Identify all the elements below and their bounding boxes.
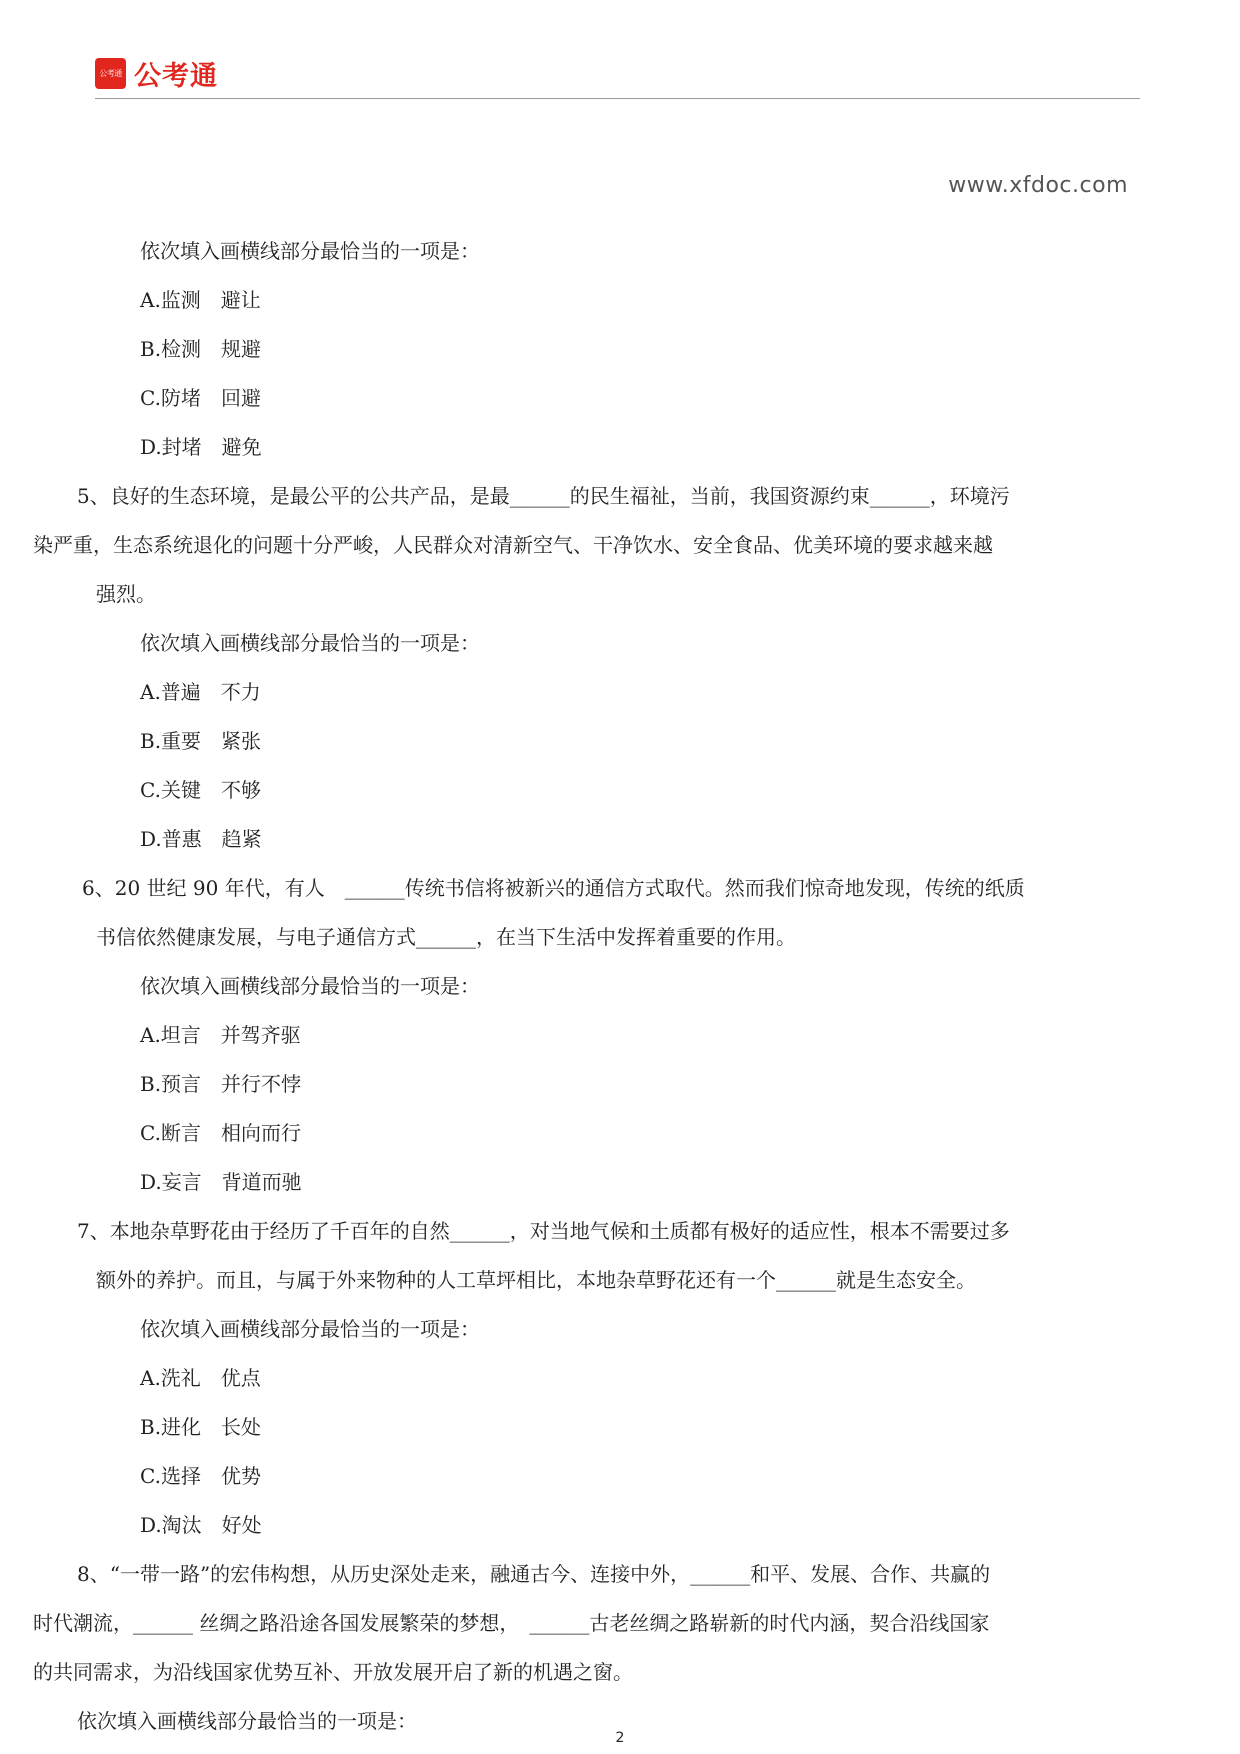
option-b: B.预言 并行不悖 [140, 1072, 302, 1096]
question-8-text: 的共同需求，为沿线国家优势互补、开放发展开启了新的机遇之窗。 [33, 1660, 633, 1684]
option-a: A.监测 避让 [140, 288, 261, 312]
logo-icon: 公考通 [95, 58, 126, 89]
logo-text: 公考通 [134, 61, 218, 92]
question-8-text: 时代潮流，______ 丝绸之路沿途各国发展繁荣的梦想， ______古老丝绸之路崭新的时代内涵，契合沿线国家 [33, 1611, 990, 1635]
question-7-text: 7、本地杂草野花由于经历了千百年的自然______，对当地气候和土质都有极好的适应性，根本不需要过多 [77, 1219, 1010, 1243]
page-number: 2 [615, 1730, 625, 1746]
question-prompt: 依次填入画横线部分最恰当的一项是： [140, 1317, 480, 1341]
question-prompt: 依次填入画横线部分最恰当的一项是： [140, 974, 480, 998]
question-5-text: 染严重，生态系统退化的问题十分严峻，人民群众对清新空气、干净饮水、安全食品、优美环境的要求越来越 [33, 533, 993, 557]
option-d: D.淘汰 好处 [140, 1513, 262, 1537]
option-d: D.妄言 背道而驰 [140, 1170, 302, 1194]
question-5-text: 5、良好的生态环境，是最公平的公共产品，是最______的民生福祉，当前，我国资源约束______，环境污 [77, 484, 1010, 508]
question-5-text: 强烈。 [96, 582, 156, 606]
option-b: B.进化 长处 [140, 1415, 262, 1439]
option-b: B.检测 规避 [140, 337, 262, 361]
question-8-text: 8、“一带一路”的宏伟构想，从历史深处走来，融通古今、连接中外，______和平、发展、合作、共赢的 [77, 1562, 991, 1586]
option-c: C.选择 优势 [140, 1464, 261, 1488]
option-c: C.断言 相向而行 [140, 1121, 301, 1145]
option-c: C.防堵 回避 [140, 386, 261, 410]
option-b: B.重要 紧张 [140, 729, 262, 753]
question-prompt: 依次填入画横线部分最恰当的一项是： [77, 1709, 417, 1733]
site-url: www.xfdoc.com [948, 173, 1128, 198]
option-a: A.普遍 不力 [140, 680, 261, 704]
option-d: D.封堵 避免 [140, 435, 262, 459]
option-c: C.关键 不够 [140, 778, 261, 802]
question-6-text: 6、20 世纪 90 年代，有人 ______传统书信将被新兴的通信方式取代。然而我们惊奇地发现，传统的纸质 [82, 876, 1025, 900]
question-prompt: 依次填入画横线部分最恰当的一项是： [140, 239, 480, 263]
question-7-text: 额外的养护。而且，与属于外来物种的人工草坪相比，本地杂草野花还有一个______就是生态安全。 [96, 1268, 976, 1292]
option-a: A.坦言 并驾齐驱 [140, 1023, 301, 1047]
question-prompt: 依次填入画横线部分最恰当的一项是： [140, 631, 480, 655]
option-d: D.普惠 趋紧 [140, 827, 262, 851]
page-header [95, 58, 1140, 99]
option-a: A.洗礼 优点 [140, 1366, 261, 1390]
question-6-text: 书信依然健康发展，与电子通信方式______，在当下生活中发挥着重要的作用。 [96, 925, 796, 949]
